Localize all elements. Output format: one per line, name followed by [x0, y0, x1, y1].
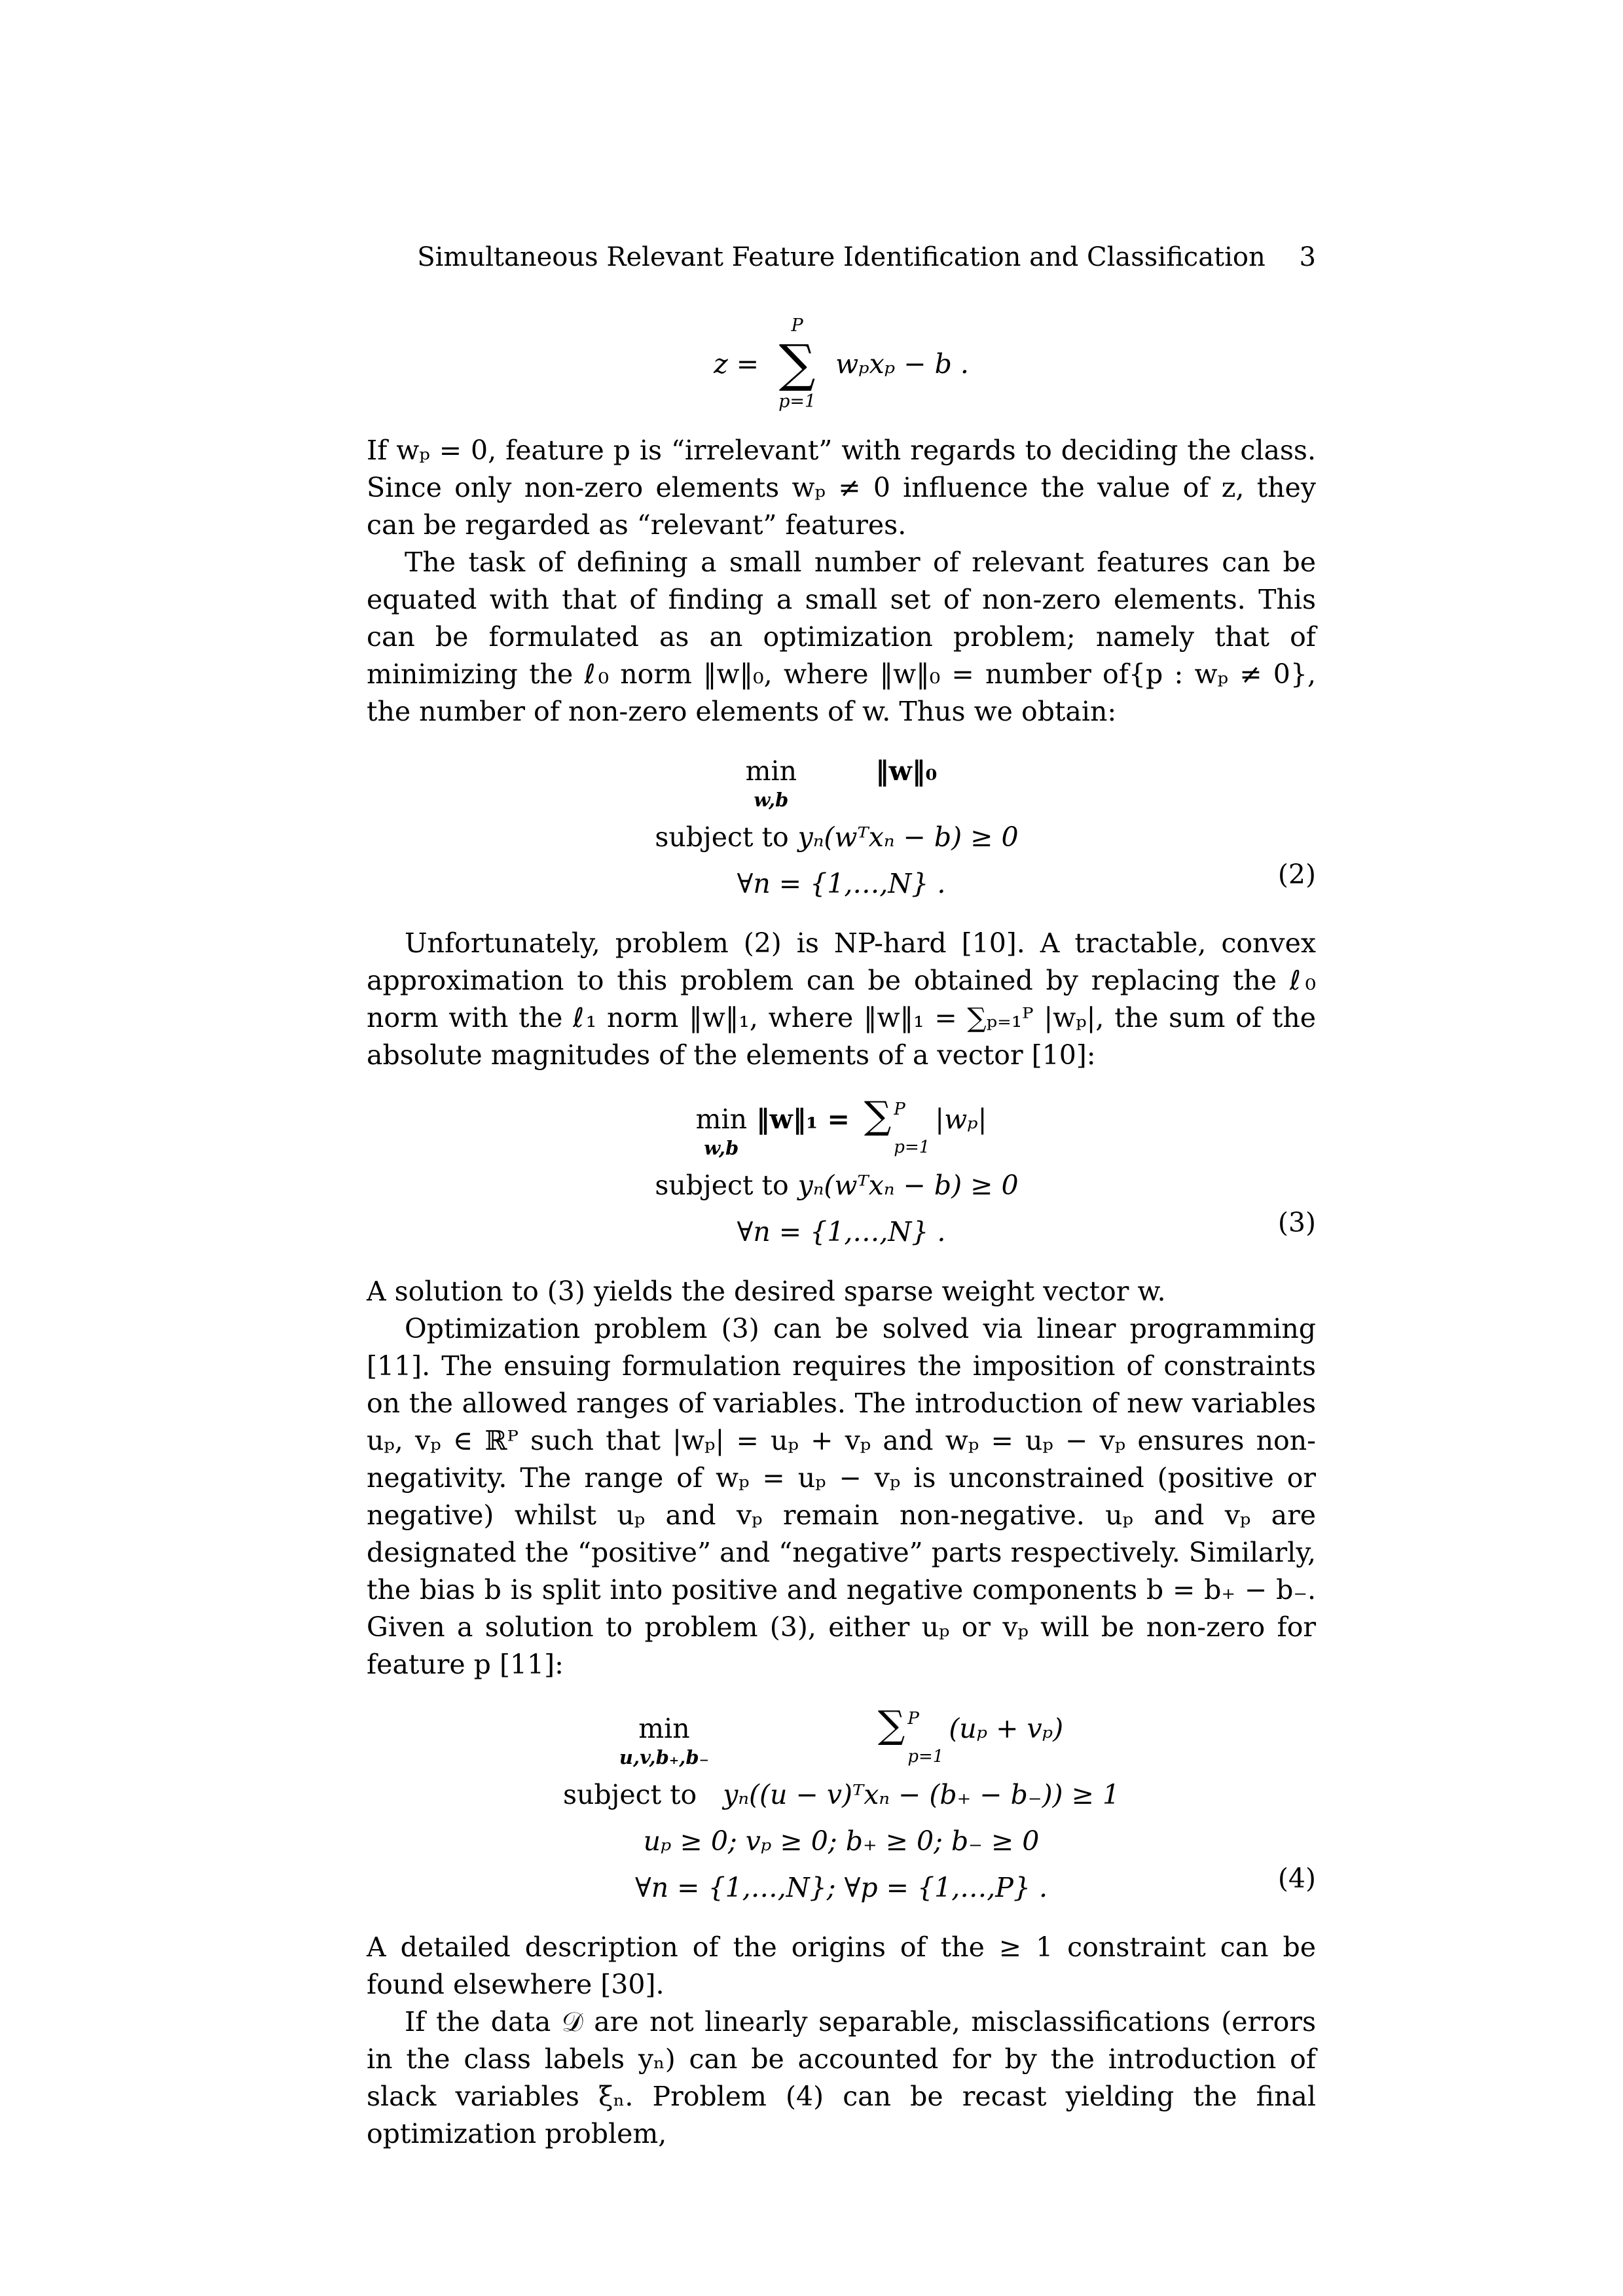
paragraph-linear-programming: Optimization problem (3) can be solved via linear programming [11]. The ensuing formulation requires the imposition of constraints on the allowed ranges of variables. The introduction of new variables uₚ, vₚ ∈ ℝᴾ such that |wₚ| = uₚ + vₚ and wₚ = uₚ − vₚ ensures non-negativity. The range of wₚ = uₚ − vₚ is unconstrained (positive or negative) whilst uₚ and vₚ remain non-negative. uₚ and vₚ are designated the “positive” and “negative” parts respectively. Similarly, the bias b is split into positive and negative components b = b₊ − b₋. Given a solution to problem (3), either uₚ or vₚ will be non-zero for feature p [11]: [367, 1313, 1316, 1680]
eq2-range: ∀n = {1,…,N} . [737, 868, 946, 899]
sum-symbol [778, 315, 816, 412]
eq4-objective: (uₚ + vₚ) [949, 1713, 1064, 1744]
subject-to-label: subject to [655, 1170, 789, 1201]
equation-4-constraint-line [367, 1776, 1316, 1814]
min-label: min [745, 755, 797, 787]
min-variables: u,v,b₊,b₋ [619, 1746, 709, 1768]
equation-4-number: (4) [1277, 1863, 1316, 1894]
equation-2-objective-line [367, 753, 1316, 810]
min-operator [746, 753, 797, 810]
paragraph-irrelevant-features: If wₚ = 0, feature p is “irrelevant” with regards to deciding the class. Since only non-zero elements wₚ ≠ 0 influence the value of z, they can be regarded as “relevant” features. [367, 435, 1316, 541]
eq4-range: ∀n = {1,…,N}; ∀p = {1,…,P} . [635, 1872, 1048, 1903]
paragraph-detailed-description: A detailed description of the origins of the ≥ 1 constraint can be found elsewhere [30]. [367, 1931, 1316, 2000]
eq3-constraint: yₙ(wᵀxₙ − b) ≥ 0 [797, 1170, 1019, 1201]
equation-3-constraint-line [367, 1167, 1316, 1204]
page-number: 3 [1299, 242, 1316, 272]
paragraph-slack-variables: If the data 𝒟 are not linearly separable, misclassifications (errors in the class labels yₙ) can be accounted for by the introduction of slack variables ξₙ. Problem (4) can be recast yielding the final optimization problem, [367, 2006, 1316, 2149]
eq3-objective-rhs: |wₚ| [935, 1103, 987, 1135]
sigma-glyph: ∑ [877, 1702, 905, 1747]
paragraph-task-of-defining: The task of defining a small number of relevant features can be equated with that of finding a small set of non-zero elements. This can be formulated as an optimization problem; namely that of minimizing the ℓ₀ norm ‖w‖₀, where ‖w‖₀ = number of{p : wₚ ≠ 0}, the number of non-zero elements of w. Thus we obtain: [367, 547, 1316, 727]
subject-to-label: subject to [655, 821, 789, 853]
sum-upper-limit: P [791, 315, 803, 336]
eq3-range: ∀n = {1,…,N} . [737, 1216, 946, 1247]
sum-limits [894, 1100, 930, 1157]
eq4-nonnegativity: uₚ ≥ 0; vₚ ≥ 0; b₊ ≥ 0; b₋ ≥ 0 [643, 1825, 1040, 1857]
eq1-rhs: wₚxₚ − b . [835, 348, 969, 380]
equation-4-nonnegativity-line [367, 1823, 1316, 1860]
min-label: min [695, 1103, 747, 1135]
sigma-glyph: ∑ [864, 1093, 892, 1138]
eq4-constraint: yₙ((u − v)ᵀxₙ − (b₊ − b₋)) ≥ 1 [723, 1779, 1120, 1810]
sum-symbol [864, 1093, 930, 1157]
sum-limits [907, 1710, 943, 1766]
equation-4-objective-line [367, 1702, 1316, 1768]
min-variables: w,b [754, 789, 789, 811]
min-operator [696, 1101, 747, 1158]
paragraph-solution-yields: A solution to (3) yields the desired sparse weight vector w. [367, 1276, 1166, 1307]
eq2-constraint: yₙ(wᵀxₙ − b) ≥ 0 [797, 821, 1019, 853]
equation-3-number: (3) [1277, 1207, 1316, 1238]
equation-3-objective-line [367, 1093, 1316, 1159]
sum-upper-limit: P [894, 1100, 905, 1119]
equation-2-constraint-line [367, 819, 1316, 856]
running-title: Simultaneous Relevant Feature Identification and Classification [417, 242, 1266, 272]
sum-lower-limit: p=1 [778, 391, 816, 412]
equation-1 [367, 315, 1316, 412]
eq1-lhs: z = [714, 348, 759, 380]
equation-2 [367, 753, 1316, 903]
paragraph-np-hard: Unfortunately, problem (2) is NP-hard [10]. A tractable, convex approximation to this problem can be obtained by replacing the ℓ₀ norm with the ℓ₁ norm ‖w‖₁, where ‖w‖₁ = ∑ₚ₌₁ᴾ |wₚ|, the sum of the absolute magnitudes of the elements of a vector [10]: [367, 927, 1316, 1071]
equation-3 [367, 1093, 1316, 1251]
text-column [367, 281, 1316, 2153]
eq2-objective: ‖w‖₀ [875, 755, 938, 787]
running-head [367, 241, 1316, 274]
sum-lower-limit: p=1 [894, 1138, 930, 1157]
equation-1-line [367, 315, 1316, 412]
sum-upper-limit: P [907, 1709, 919, 1729]
subject-to-label: subject to [562, 1779, 697, 1810]
min-operator [619, 1710, 709, 1767]
equation-4 [367, 1702, 1316, 1907]
sum-lower-limit: p=1 [907, 1747, 944, 1767]
sigma-glyph: ∑ [778, 334, 816, 393]
sum-symbol [877, 1702, 944, 1767]
equation-2-range-line [367, 865, 1316, 903]
equation-3-range-line [367, 1213, 1316, 1251]
eq3-objective-lhs: ‖w‖₁ = [756, 1103, 850, 1135]
equation-4-range-line [367, 1869, 1316, 1907]
equation-2-number: (2) [1277, 859, 1316, 890]
min-label: min [638, 1713, 690, 1744]
min-variables: w,b [704, 1137, 739, 1159]
